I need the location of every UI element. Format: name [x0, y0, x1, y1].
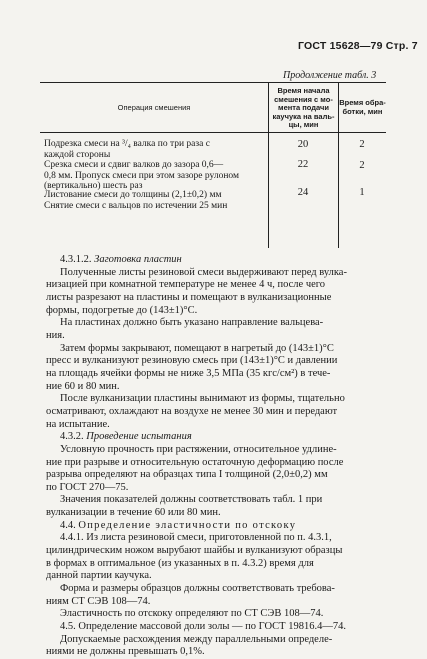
paragraph-line: Затем формы закрывают, помещают в нагретый до (143±1)°С: [60, 342, 334, 354]
column-header-operation: Операция смешения: [117, 103, 191, 112]
paragraph-line: На пластинах должно быть указано направление вальцева-: [60, 317, 324, 329]
paragraph-line: данной партии каучука.: [46, 570, 152, 582]
paragraph-line: осматривают, охлаждают на воздухе не менее 30 мин и передают: [46, 405, 338, 417]
table-top-rule: [40, 82, 386, 83]
paragraph-line: ниями не должны превышать 0,1%.: [46, 646, 205, 658]
paragraph-line: Форма и размеры образцов должны соответствовать требова-: [60, 583, 335, 595]
paragraph-line: цилиндрическим ножом вырубают шайбы и вулканизуют образцы: [46, 545, 343, 557]
table-row-time-value: 2: [359, 139, 365, 150]
paragraph-line: ния.: [46, 329, 65, 341]
paragraph-line: разрыва определяют на образцах типа I толщиной (2,0±0,2) мм: [46, 469, 328, 481]
paragraph-line: в формах в оптимальное (из указанных в п. 4.3.2) время для: [46, 557, 314, 569]
table-3-continued: [40, 82, 386, 248]
table-row-operation: Листование смеси до толщины (2,1±0,2) мм: [44, 190, 222, 200]
paragraph-line: формы, подогретые до (143±1)°С.: [46, 304, 198, 316]
table-row-start-value: 22: [297, 159, 309, 170]
paragraph-line: ние 60 и 80 мин.: [46, 380, 120, 392]
section-heading-4-3-1-2: 4.3.1.2. Заготовка пластин: [60, 254, 182, 265]
section-heading-4-4: 4.4. Определение эластичности по отскоку: [60, 519, 297, 531]
table-row-operation: Срезка смеси и сдвиг валков до зазора 0,6— 0,8 мм. Пропуск смеси при этом зазоре рулоном (вертикально) шесть раз: [44, 160, 240, 191]
section-heading-4-3-2: 4.3.2. Проведение испытания: [60, 431, 192, 443]
paragraph-line: После вулканизации пластины вынимают из формы, тщательно: [60, 393, 345, 405]
paragraph-line: на площадь ячейки формы не ниже 3,5 МПа (35 кгс/см²) в тече-: [46, 367, 331, 379]
table-header-rule: [40, 132, 386, 133]
paragraph-line: Значения показателей должны соответствовать табл. 1 при: [60, 494, 323, 506]
paragraph-line: листы разрезают на пластины и помещают в вулканизационные: [46, 291, 332, 303]
table-continuation-label: Продолжение табл. 3: [283, 70, 377, 81]
column-header-processing-time: Время обра- ботки, мин: [339, 98, 386, 116]
paragraph-line: ниям СТ СЭВ 108—74.: [46, 595, 151, 607]
body-text: [46, 254, 402, 659]
paragraph-line: Полученные листы резиновой смеси выдерживают перед вулка-: [60, 266, 347, 278]
table-row-start-value: 24: [297, 187, 309, 198]
running-head: ГОСТ 15628—79 Стр. 7: [298, 40, 418, 52]
table-row-time-value: 1: [359, 187, 365, 198]
paragraph-line: 4.5. Определение массовой доли золы — по ГОСТ 19816.4—74.: [60, 621, 346, 633]
paragraph-line: низацией при комнатной температуре не менее 4 ч, после чего: [46, 279, 326, 291]
paragraph-line: на испытание.: [46, 418, 110, 430]
table-row-time-value: 2: [359, 160, 365, 171]
paragraph-line: Допускаемые расхождения между параллельными определе-: [60, 633, 333, 645]
table-row-start-value: 20: [297, 139, 309, 150]
table-row-operation: Снятие смеси с вальцов по истечении 25 мин: [44, 201, 228, 211]
table-row-operation: Подрезка смеси на ³/₄ валка по три раза с каждой стороны: [44, 139, 210, 160]
paragraph-line: вулканизации в течение 60 или 80 мин.: [46, 507, 221, 519]
paragraph-line: 4.4.1. Из листа резиновой смеси, приготовленной по п. 4.3.1,: [60, 532, 332, 544]
paragraph-line: ние при разрыве и относительную остаточную деформацию после: [46, 456, 344, 468]
paragraph-line: пресс и вулканизуют резиновую смесь при (143±1)°С и давлении: [46, 355, 338, 367]
paragraph-line: по ГОСТ 270—75.: [46, 481, 129, 493]
paragraph-line: Эластичность по отскоку определяют по СТ СЭВ 108—74.: [60, 608, 324, 620]
paragraph-line: Условную прочность при растяжении, относительное удлине-: [60, 443, 337, 455]
column-header-start-time: Время начала смешения с мо- мента подачи каучука на валь- цы, мин: [272, 86, 335, 129]
